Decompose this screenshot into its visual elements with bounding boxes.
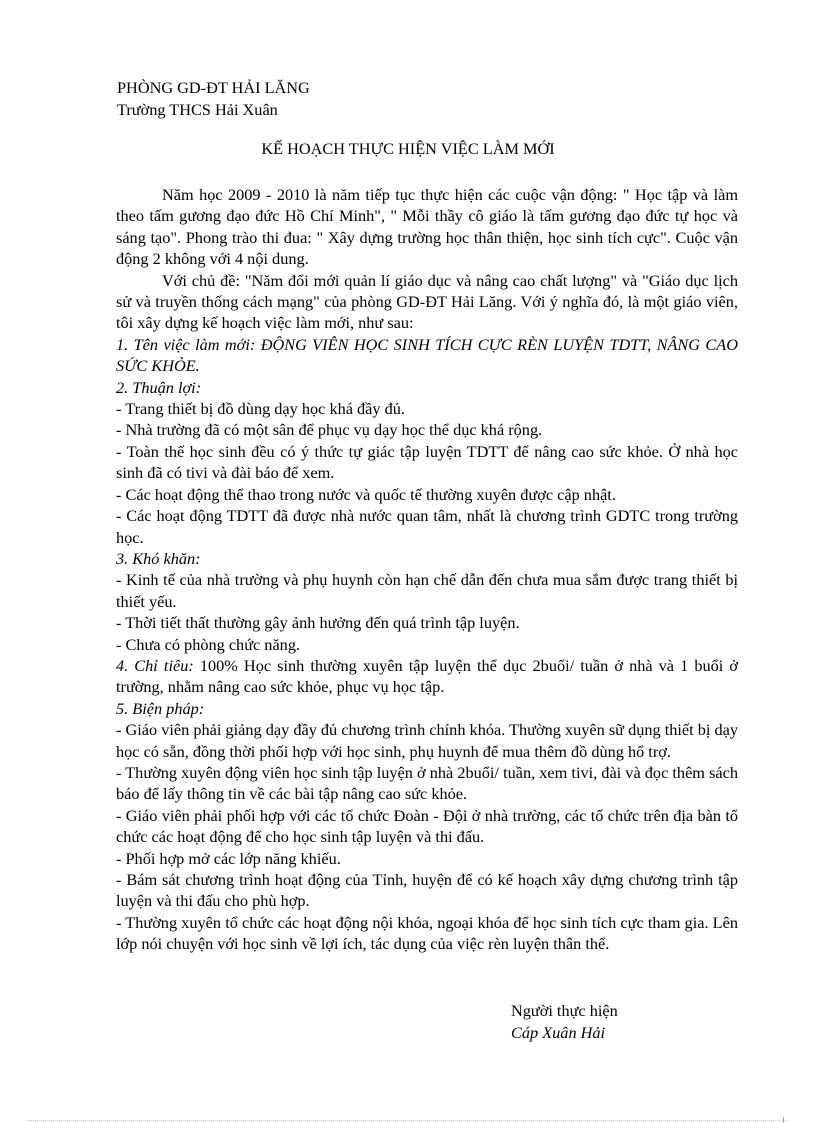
signature-name: Cáp Xuân Hải [511,1023,606,1042]
page-bottom-rule [28,1120,788,1121]
list-item: - Thường xuyên tổ chức các hoạt động nội khóa, ngoại khóa để học sinh tích cực tham gia. Lên lớp nói chuyện với học sinh về lợi ích, tác dụng của việc rèn luyện thân thể. [116,912,738,954]
list-item: - Bám sát chương trình hoạt động của Tỉnh, huyện để có kế hoạch xây dựng chương trình tập luyện và thi đấu cho phù hợp. [116,870,738,911]
list-item: - Nhà trường đã có một sân để phục vụ dạy học thể dục khá rộng. [116,420,543,440]
list-item: - Giáo viên phải giảng dạy đầy đủ chương trình chính khóa. Thường xuyên sữ dụng thiết bị dạy học có sẵn, đồng thời phối hợp với học sinh, phụ huynh để mua thêm đồ dùng hổ trợ. [116,720,738,761]
section-1-heading: 1. Tên việc làm mới: ĐỘNG VIÊN HỌC SINH TÍCH CỰC RÈN LUYỆN TDTT, NÂNG CAO SỨC KHỎE. [116,334,738,376]
list-item: - Chưa có phòng chức năng. [116,634,301,654]
section-2-heading: 2. Thuận lợi: [116,377,202,397]
department-name: PHÒNG GD-ĐT HẢI LĂNG [117,78,310,97]
list-item: - Thường xuyên động viên học sinh tập luyện ở nhà 2buổi/ tuần, xem tivi, đài và đọc thêm sách báo để lấy thông tin về các bài tập nâng cao sức khỏe. [116,762,738,804]
list-item: - Giáo viên phải phối hợp với các tổ chức Đoàn - Đội ở nhà trường, các tổ chức trên địa bàn tổ chức các hoạt động để cho học sinh tập luyện và thi đấu. [116,805,738,847]
list-item: - Các hoạt động thể thao trong nước và quốc tế thường xuyên được cập nhật. [116,484,616,504]
document-body [116,184,738,955]
intro-paragraph-2: Với chủ đề: "Năm đổi mới quản lí giáo dục và nâng cao chất lượng" và "Giáo dục lịch sử và truyền thống cách mạng" của phòng GD-ĐT Hải Lăng. Với ý nghĩa đó, là một giáo viên, tôi xây dựng kế hoạch việc làm mới, như sau: [116,270,738,333]
list-item: - Thời tiết thất thường gây ảnh hưởng đến quá trình tập luyện. [116,613,520,633]
list-item: - Kinh tế của nhà trường và phụ huynh còn hạn chế dẫn đến chưa mua sắm được trang thiết bị thiết yếu. [116,570,738,611]
list-item: - Trang thiết bị đồ dùng dạy học khá đầy đủ. [116,399,405,419]
list-item: - Phối hợp mở các lớp năng khiếu. [116,848,341,868]
school-name: Trường THCS Hải Xuân [117,100,278,119]
intro-paragraph-1: Năm học 2009 - 2010 là năm tiếp tục thực hiện các cuộc vận động: " Học tập và làm theo tấm gương đạo đức Hồ Chí Minh", " Mỗi thầy cô giáo là tấm gương đạo đức tự học và sáng tạo". Phong trào thi đua: " Xây dựng trường học thân thiện, học sinh tích cực". Cuộc vận động 2 không với 4 nội dung. [116,185,738,269]
section-4-heading: 4. Chỉ tiêu: [116,655,194,675]
list-item: - Toàn thể học sinh đều có ý thức tự giác tập luyện TDTT để nâng cao sức khỏe. Ở nhà học sinh đã có tivi và đài báo để xem. [116,441,738,483]
signature-role: Người thực hiện [511,1001,618,1020]
section-4-text: 100% Học sinh thường xuyên tập luyện thể dục 2buổi/ tuần ở nhà và 1 buổi ở trường, nhằm nâng cao sức khỏe, phục vụ học tập. [116,655,738,697]
section-5-heading: 5. Biện pháp: [116,698,205,718]
section-3-heading: 3. Khó khăn: [116,548,201,568]
document-title: KẾ HOẠCH THỰC HIỆN VIỆC LÀM MỚI [261,139,555,158]
section-4-paragraph [116,655,738,698]
list-item: - Các hoạt động TDTT đã được nhà nước quan tâm, nhất là chương trình GDTC trong trường học. [116,506,738,547]
page-corner-mark [783,1117,790,1123]
